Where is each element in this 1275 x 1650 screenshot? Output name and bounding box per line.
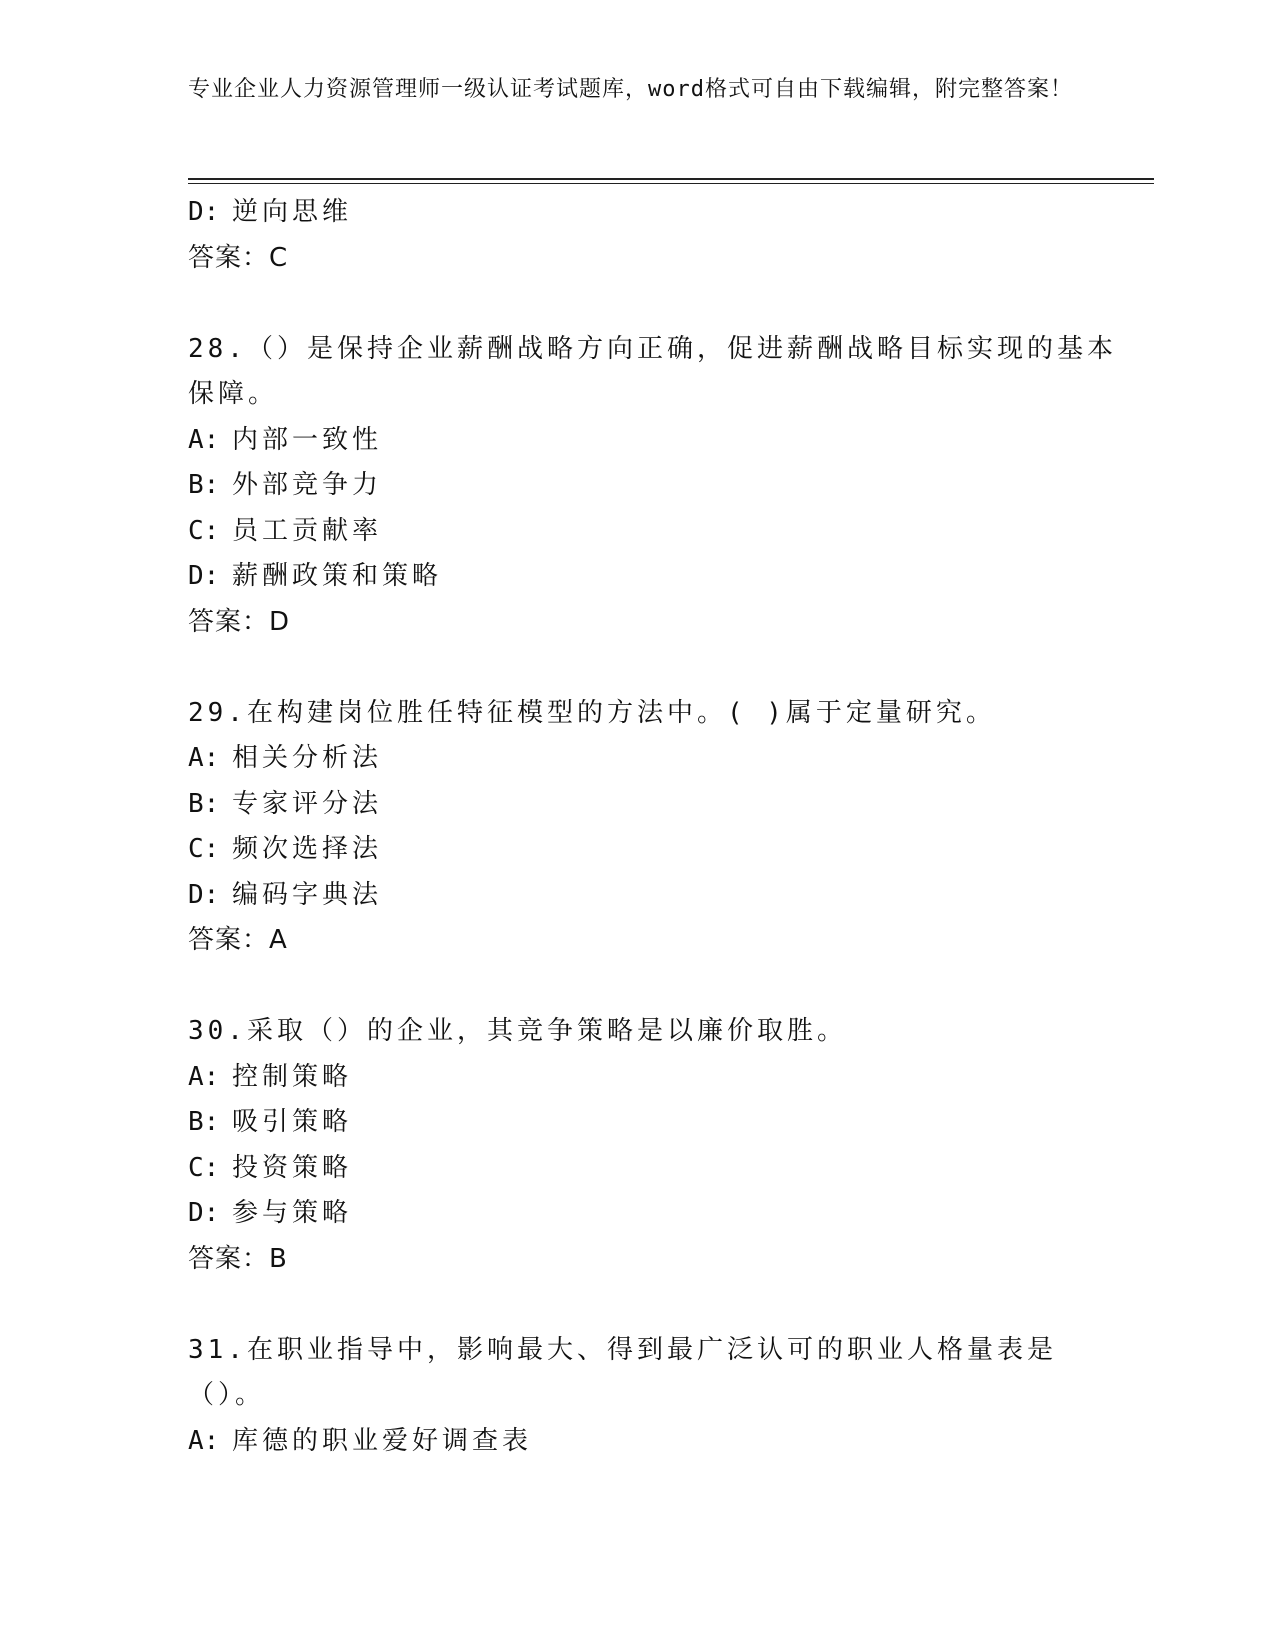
option-label: C: [188, 834, 220, 864]
option-label: A: [188, 424, 220, 455]
header-divider-thin [188, 183, 1154, 184]
question-31-stem: 31.在职业指导中，影响最大、得到最广泛认可的职业人格量表是（）。 [188, 1334, 1057, 1410]
header-divider [188, 178, 1154, 180]
question-31-option-a [188, 1419, 1128, 1465]
option-label: D: [188, 879, 220, 910]
option-text: 专家评分法 [232, 788, 383, 819]
option-text: 员工贡献率 [232, 515, 383, 546]
question-28-option-a [188, 418, 1128, 464]
option-label: D: [188, 561, 220, 591]
spacer [188, 645, 1128, 691]
option-text: 外部竞争力 [232, 470, 383, 500]
option-label: D: [188, 1198, 220, 1228]
option-text: 控制策略 [232, 1061, 353, 1092]
option-text: 投资策略 [232, 1152, 353, 1183]
question-30-option-b [188, 1100, 1128, 1146]
question-28-option-c [188, 509, 1128, 555]
option-label: B: [188, 788, 220, 819]
question-29-option-b [188, 782, 1128, 828]
question-30-option-d [188, 1191, 1128, 1237]
question-29-option-d [188, 873, 1128, 919]
question-29-option-a [188, 736, 1128, 782]
spacer [188, 964, 1128, 1010]
option-text: 编码字典法 [232, 879, 383, 910]
option-text: 频次选择法 [232, 834, 383, 864]
question-30-stem: 30.采取（）的企业，其竞争策略是以廉价取胜。 [188, 1016, 847, 1046]
question-28-answer: 答案：D [188, 606, 291, 637]
page-header: 专业企业人力资源管理师一级认证考试题库，word格式可自由下载编辑，附完整答案！ [188, 77, 1073, 102]
option-text: 内部一致性 [232, 424, 383, 455]
question-29-option-c [188, 827, 1128, 873]
question-29-answer: 答案：A [188, 925, 288, 955]
question-28-option-b [188, 463, 1128, 509]
spacer [188, 1282, 1128, 1328]
question-30-answer: 答案：B [188, 1243, 288, 1274]
option-label: A: [188, 1425, 220, 1456]
spacer [188, 281, 1128, 327]
option-label: C: [188, 515, 220, 546]
option-label: A: [188, 743, 220, 773]
question-28-stem: 28.（）是保持企业薪酬战略方向正确，促进薪酬战略目标实现的基本保障。 [188, 333, 1117, 409]
option-text: 相关分析法 [232, 743, 383, 773]
question-30-option-a [188, 1055, 1128, 1101]
option-label: B: [188, 470, 220, 500]
option-text: 库德的职业爱好调查表 [232, 1425, 533, 1456]
option-text: 逆向思维 [232, 197, 353, 227]
option-label: C: [188, 1152, 220, 1183]
question-list [188, 190, 1128, 1464]
option-label: D: [188, 197, 220, 227]
prev-option-d [188, 190, 1128, 236]
question-30-option-c [188, 1146, 1128, 1192]
option-label: B: [188, 1107, 220, 1137]
question-29-stem: 29.在构建岗位胜任特征模型的方法中。( )属于定量研究。 [188, 697, 996, 728]
option-text: 薪酬政策和策略 [232, 561, 443, 591]
option-text: 参与策略 [232, 1198, 353, 1228]
prev-answer: 答案：C [188, 242, 289, 273]
question-28-option-d [188, 554, 1128, 600]
option-text: 吸引策略 [232, 1107, 353, 1137]
option-label: A: [188, 1061, 220, 1092]
